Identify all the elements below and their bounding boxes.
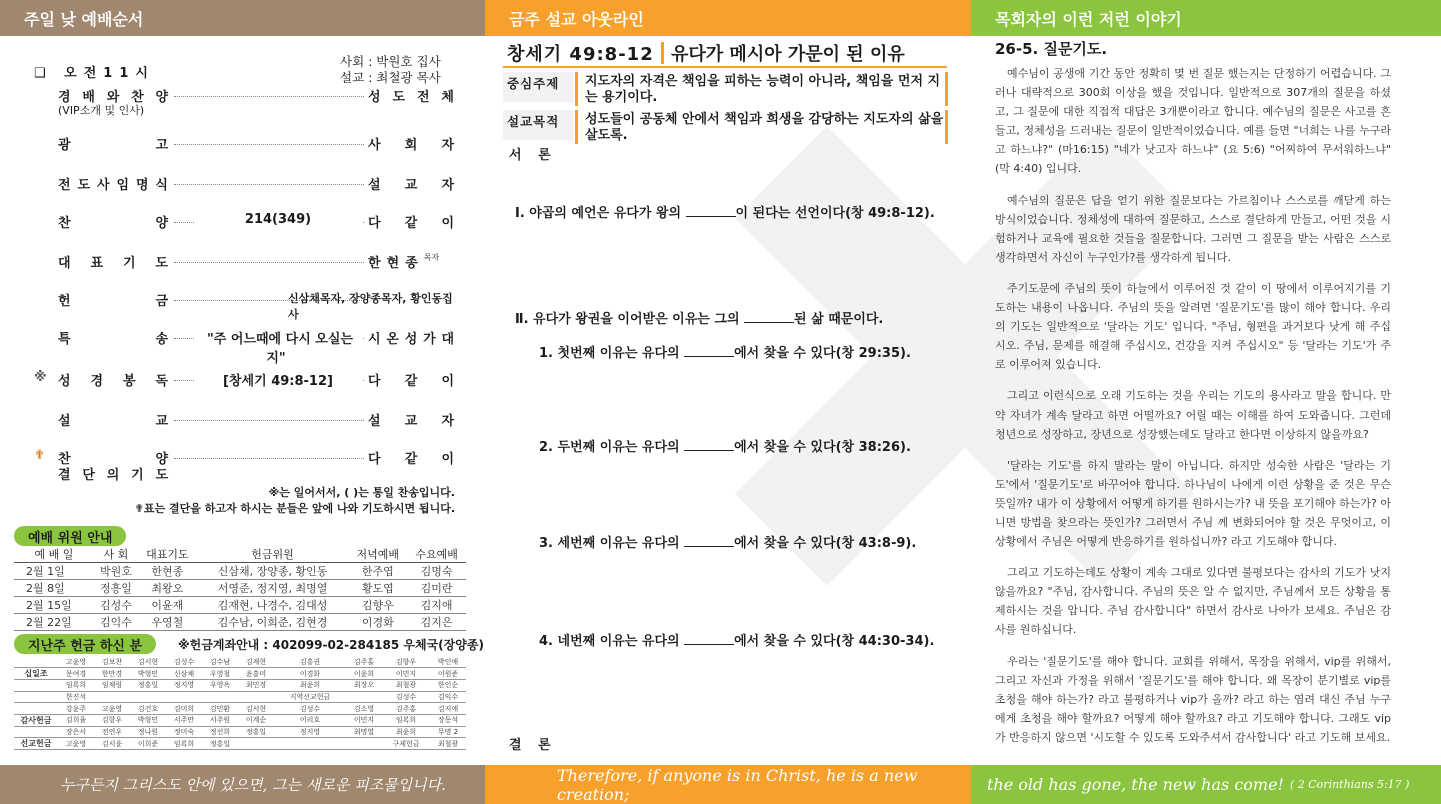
offering-name: 임록희 bbox=[382, 714, 430, 726]
offering-name: 장은서 bbox=[58, 726, 94, 738]
officiant: 사회 : 박원호 집사 bbox=[340, 54, 441, 69]
offering-row bbox=[14, 738, 466, 750]
order-item-leader: 설 교 자 bbox=[368, 178, 454, 193]
offering-name: 우영철 bbox=[202, 668, 238, 680]
note-decision: ✟표는 결단을 하고자 하시는 분들은 앞에 나와 기도하시면 됩니다. bbox=[134, 502, 455, 515]
offering-name: 김재현 bbox=[238, 656, 274, 668]
committee-column-header: 저녁예배 bbox=[348, 546, 407, 563]
preacher: 설교 : 최철광 목사 bbox=[340, 70, 441, 85]
offering-name: 임록희 bbox=[58, 680, 94, 692]
offering-category bbox=[14, 656, 58, 668]
sub-point-4: 4. 네번째 이유는 유다의 에서 찾을 수 있다(창 44:30-34). bbox=[539, 634, 935, 649]
footer-verse-english-1: Therefore, if anyone is in Christ, he is a new creation; bbox=[485, 765, 971, 804]
offering-name: 이계순 bbox=[238, 714, 274, 726]
offering-name: 김서윤 bbox=[94, 738, 130, 750]
theme-end-bar bbox=[945, 72, 948, 106]
fill-blank bbox=[684, 356, 734, 357]
offering-row bbox=[14, 703, 466, 715]
leader-dots bbox=[174, 144, 364, 145]
offering-name: 박인애 bbox=[430, 656, 466, 668]
offering-row bbox=[14, 680, 466, 692]
offering-name: 문여경 bbox=[58, 668, 94, 680]
leader-dots bbox=[174, 96, 364, 97]
committee-cell: 2월 22일 bbox=[14, 614, 94, 631]
offering-name: 박형민 bbox=[130, 668, 166, 680]
order-mark: ※ bbox=[34, 370, 47, 385]
point-2: Ⅱ. 유다가 왕권을 이어받은 이유는 그의 된 삶 때문이다. bbox=[515, 312, 884, 327]
story-body bbox=[995, 64, 1391, 759]
offering-name: 고윤영 bbox=[58, 656, 94, 668]
committee-cell: 신삼채, 장양종, 황인동 bbox=[197, 563, 349, 580]
offering-name: 최윤희 bbox=[274, 680, 346, 692]
story-paragraph: 예수님의 질문은 답을 얻기 위한 질문보다는 가르침이나 스스로를 깨닫게 하는 방식이었습니다. 정체성에 대하여 질문하고, 스스로 결단하게 만들고, 어떤 것을 시험하거나 교육에 필요한 것들을 질문합니다. 그러면 그 질문을 받는 사람은 스스로 생각하면서 자신이 누구인가?를 생각하게 됩니다. bbox=[995, 193, 1391, 264]
offering-name bbox=[130, 691, 166, 703]
offering-name: 정선희 bbox=[202, 726, 238, 738]
offering-name: 서주원 bbox=[202, 714, 238, 726]
committee-cell: 김명숙 bbox=[407, 563, 466, 580]
offering-row bbox=[14, 726, 466, 738]
offering-name: 정지영 bbox=[274, 726, 346, 738]
offering-name: 정흥일 bbox=[202, 738, 238, 750]
story-paragraph: 그리고 이런식으로 오래 기도하는 것을 우리는 기도의 용사라고 말을 합니다. 만약 자녀가 계속 달라고 하면 어떨까요? 어릴 때는 이해를 하여 도와줍니다. 그런데 청년으로 성장하고, 장년으로 성장했는데도 달라고 한다면 이상하지 않을까요? bbox=[995, 389, 1391, 441]
committee-cell: 김성수 bbox=[94, 597, 138, 614]
offering-name bbox=[94, 691, 130, 703]
offering-name: 임채림 bbox=[94, 680, 130, 692]
offering-name: 김주홍 bbox=[382, 703, 430, 715]
title-divider bbox=[661, 42, 664, 64]
order-item bbox=[34, 448, 454, 483]
story-paragraph: 그리고 기도하는데도 상황이 계속 그대로 있다면 불평보다는 감사의 기도가 낫지 않을까요? "주님, 감사합니다. 주님의 뜻은 알 수 없지만, 주님께서 모든 상황을 통제하시는 것을 압니다. 주님 감사합니다" 하면서 감사로 나아가 보세요. 주님은 감사를 원하십니다. bbox=[995, 566, 1391, 637]
note-standing: ※는 일어서서, ( )는 통일 찬송입니다. bbox=[268, 486, 455, 499]
offering-name: 김지애 bbox=[430, 703, 466, 715]
order-item bbox=[34, 134, 454, 154]
offering-name: 김성수 bbox=[166, 656, 202, 668]
committee-cell: 정흥일 bbox=[94, 580, 138, 597]
offering-name: 구제헌금 bbox=[382, 738, 430, 750]
offering-name: 이리호 bbox=[274, 714, 346, 726]
offering-name: 한만경 bbox=[94, 668, 130, 680]
offering-name: 장동석 bbox=[430, 714, 466, 726]
footer-verse-korean: 누구든지 그리스도 안에 있으면, 그는 새로운 피조물입니다. bbox=[0, 765, 485, 804]
offering-category bbox=[14, 691, 58, 703]
committee-cell: 서영준, 정지영, 최명열 bbox=[197, 580, 349, 597]
committee-row bbox=[14, 597, 466, 614]
purpose-end-bar bbox=[945, 110, 948, 144]
officiants bbox=[340, 54, 441, 86]
order-item bbox=[34, 370, 454, 390]
order-item-name: 광 고 bbox=[58, 138, 168, 153]
committee-cell: 한현종 bbox=[138, 563, 197, 580]
offering-name: 지역선교헌금 bbox=[274, 691, 346, 703]
committee-cell: 우영철 bbox=[138, 614, 197, 631]
footer-verse-english-2: the old has gone, the new has come! ( 2 Corinthians 5:17 ) bbox=[971, 765, 1441, 804]
order-item-name: 성 경 봉 독 bbox=[58, 374, 168, 389]
committee-row bbox=[14, 563, 466, 580]
order-item-leader: 사 회 자 bbox=[368, 138, 454, 153]
header-sermon-outline: 금주 설교 아웃라인 bbox=[485, 0, 971, 36]
offering-name: 김향우 bbox=[382, 656, 430, 668]
committee-row bbox=[14, 580, 466, 597]
committee-cell: 김지애 bbox=[407, 597, 466, 614]
order-item-name: 전 도 사 임 명 식 bbox=[58, 178, 168, 193]
offering-name bbox=[346, 738, 382, 750]
offering-name: 김성수 bbox=[382, 691, 430, 703]
offering-category: 십일조 bbox=[14, 668, 58, 680]
sermon-title: 유다가 메시아 가문이 된 이유 bbox=[671, 44, 905, 65]
offering-name: 김서현 bbox=[238, 703, 274, 715]
offering-name: 최민경 bbox=[238, 680, 274, 692]
sub-point-3: 3. 세번째 이유는 유다의 에서 찾을 수 있다(창 43:8-9). bbox=[539, 536, 917, 551]
offering-account: ※헌금계좌안내 : 402099-02-284185 우체국(장양종) bbox=[178, 638, 484, 652]
sermon-reference: 창세기 49:8-12 bbox=[507, 44, 654, 65]
theme-text: 지도자의 자격은 책임을 피하는 능력이 아니라, 책임을 먼저 지는 용기이다. bbox=[585, 74, 941, 105]
offering-category bbox=[14, 680, 58, 692]
offering-name: 김주홀 bbox=[346, 656, 382, 668]
offering-row bbox=[14, 668, 466, 680]
purpose-label: 설교목적 bbox=[503, 110, 573, 140]
offering-name: 전연우 bbox=[94, 726, 130, 738]
offering-name: 최명열 bbox=[346, 726, 382, 738]
offering-name: 최철광 bbox=[382, 680, 430, 692]
offering-name: 우영옥 bbox=[202, 680, 238, 692]
offering-name: 김성수 bbox=[274, 703, 346, 715]
header-pastor-story: 목회자의 이런 저런 이야기 bbox=[971, 0, 1441, 36]
offering-name: 강윤주 bbox=[58, 703, 94, 715]
offering-name: 정나원 bbox=[130, 726, 166, 738]
worship-order-panel bbox=[0, 36, 485, 765]
committee-cell: 김지은 bbox=[407, 614, 466, 631]
offering-row bbox=[14, 714, 466, 726]
intro-label: 서 론 bbox=[509, 148, 557, 163]
committee-cell: 한주엽 bbox=[348, 563, 407, 580]
story-paragraph: 주기도문에 주님의 뜻이 하늘에서 이루어진 것 같이 이 땅에서 이루어지기를 기도하는 내용이 나옵니다. 주님의 뜻을 알려면 '질문기도'를 많이 해야 합니다. 우리의 기도는 일반적으로 '달라는 기도' 입니다. "주님, 형편을 과거보다 낫게 해 주십시오. 주님, 문제를 해결해 주십시오, 건강을 지켜 주십시오" 등 '달라는 기도'가 주로 이루어져 있습니다. bbox=[995, 281, 1391, 372]
sub-point-1: 1. 첫번째 이유는 유다의 에서 찾을 수 있다(창 29:35). bbox=[539, 346, 911, 361]
committee-column-header: 대표기도 bbox=[138, 546, 197, 563]
order-item-name: 설 교 bbox=[58, 414, 168, 429]
committee-cell: 이윤재 bbox=[138, 597, 197, 614]
offering-name: 이희준 bbox=[130, 738, 166, 750]
order-item bbox=[34, 174, 454, 194]
offering-name: 이민지 bbox=[346, 714, 382, 726]
order-item-detail: [창세기 49:8-12] bbox=[194, 370, 362, 389]
committee-cell: 이경화 bbox=[348, 614, 407, 631]
offering-name: 김민환 bbox=[202, 703, 238, 715]
offering-name: 무명 2 bbox=[430, 726, 466, 738]
committee-table bbox=[14, 546, 466, 631]
order-item-detail: "주 어느때에 다시 오실는지" bbox=[194, 328, 362, 366]
order-item-detail: 214(349) bbox=[194, 212, 362, 227]
sub-point-2: 2. 두번째 이유는 유다의 에서 찾을 수 있다(창 38:26). bbox=[539, 440, 911, 455]
committee-row bbox=[14, 614, 466, 631]
order-item-leader: 다 같 이 bbox=[368, 452, 454, 467]
offering-category: 감사헌금 bbox=[14, 714, 58, 726]
committee-column-header: 헌금위원 bbox=[197, 546, 349, 563]
offering-name: 김희율 bbox=[58, 714, 94, 726]
leader-dots bbox=[174, 420, 364, 421]
story-title: 26-5. 질문기도. bbox=[995, 40, 1108, 58]
offering-name: 정흥일 bbox=[238, 726, 274, 738]
committee-column-header: 예 배 일 bbox=[14, 546, 94, 563]
order-item-leader: 신삼채목자, 장양종목자, 황인동집사 bbox=[288, 292, 453, 321]
order-item-sub: 결 단 의 기 도 bbox=[58, 468, 168, 483]
offering-name: 김미희 bbox=[166, 703, 202, 715]
leader-dots bbox=[174, 458, 364, 459]
offering-name: 이윤희 bbox=[346, 668, 382, 680]
order-item-name: 경 배 와 찬 양 bbox=[58, 90, 168, 105]
offering-name: 이원준 bbox=[430, 668, 466, 680]
order-item bbox=[34, 410, 454, 430]
offering-name: 최윤희 bbox=[382, 726, 430, 738]
committee-cell: 김향우 bbox=[348, 597, 407, 614]
committee-cell: 황도엽 bbox=[348, 580, 407, 597]
committee-cell: 2월 15일 bbox=[14, 597, 94, 614]
theme-label: 중심주제 bbox=[503, 72, 573, 102]
fill-blank bbox=[744, 322, 794, 323]
order-item-sub: (VIP소개 및 인사) bbox=[58, 104, 145, 117]
offering-name bbox=[166, 691, 202, 703]
offering-name: 최장오 bbox=[346, 680, 382, 692]
offering-name bbox=[238, 738, 274, 750]
order-mark: ✟ bbox=[34, 448, 45, 463]
offering-name: 신삼채 bbox=[166, 668, 202, 680]
offering-name: 고윤영 bbox=[94, 703, 130, 715]
fill-blank bbox=[684, 450, 734, 451]
conclusion-label: 결 론 bbox=[509, 738, 557, 753]
order-item bbox=[34, 252, 454, 272]
point-1: Ⅰ. 야곱의 예언은 유다가 왕의 이 된다는 선언이다(창 49:8-12). bbox=[515, 206, 935, 221]
purpose-text: 성도들이 공동체 안에서 책임과 희생을 감당하는 지도자의 삶을 살도록. bbox=[585, 112, 944, 143]
offering-category bbox=[14, 703, 58, 715]
offering-name: 김소영 bbox=[346, 703, 382, 715]
offering-name: 서주만 bbox=[166, 714, 202, 726]
order-item-name: 헌 금 bbox=[58, 294, 168, 309]
offering-table bbox=[14, 656, 466, 750]
story-paragraph: '달라는 기도'를 하지 말라는 말이 아닙니다. 하지만 성숙한 사람은 '달라는 기도'에서 '질문기도'로 바꾸어야 합니다. 하나님이 나에게 이런 상황을 준 것은 무슨 뜻일까? 내가 이 상황에서 어떻게 하기를 원하시는가? 내 뜻을 포기해야 하는가? 아니면 방법을 찾으라는 뜻인가? 그러면서 주님 께 변화되어야 할 것은 무엇이고, 이 상황에서 주님은 어떻게 반응하기를 원하십니까? 라고 기도해야 합니다. bbox=[995, 458, 1392, 549]
committee-title: 예배 위원 안내 bbox=[14, 526, 126, 546]
offering-name: 김흥권 bbox=[274, 656, 346, 668]
order-item-leader: 다 같 이 bbox=[368, 374, 454, 389]
offering-name bbox=[202, 691, 238, 703]
sermon-outline-panel bbox=[485, 36, 971, 765]
offering-name: 박형민 bbox=[130, 714, 166, 726]
order-item bbox=[34, 86, 454, 117]
story-paragraph: 예수님이 공생애 기간 동안 정확히 몇 번 질문 했는지는 단정하기 어렵습니다. 그러나 대략적으로 300회 이상을 했을 것입니다. 일반적으로 307개의 질문을 하셨고, 그 질문에 대한 직접적 대답은 3개뿐이라고 합니다. 예수님의 질문은 사고를 흔들고, 정체성을 드러내는 질문이 일반적이었습니다. 예를 들면 "너희는 나를 누구라고 하느냐?" (마16:15) "네가 낫고자 하느냐" (요 5:6) "어찌하여 무서워하느냐" (막 4:40) 입니다. bbox=[995, 67, 1391, 176]
offering-name: 윤흥미 bbox=[238, 668, 274, 680]
theme-divider bbox=[575, 72, 578, 106]
committee-cell: 2월 1일 bbox=[14, 563, 94, 580]
committee-column-header: 수요예배 bbox=[407, 546, 466, 563]
order-item-leader: 한 현 종 목자 bbox=[368, 253, 440, 271]
offering-title: 지난주 헌금 하신 분 bbox=[14, 634, 156, 654]
offering-name bbox=[346, 691, 382, 703]
story-paragraph: 우리는 '질문기도'를 해야 합니다. 교회를 위해서, 목장을 위해서, vip를 위해서, 그리고 자신과 가정을 위해서 '질문기도'를 해야 합니다. 왜 목장이 분기별로 vip를 초청을 해야 하는가? 라고 불평하거나 vip가 올까? 라고 하는 염려 대신 주님 누구에게 초청을 해야 할까요? 어떻게 해야 할까요? 라고 기도해야 합니다. 그래도 vip가 반응하지 않으면 '시도할 수 있도록 도와주셔서 감사합니다' 라고 기도해 보세요. bbox=[995, 654, 1391, 744]
title-rule bbox=[503, 66, 947, 68]
leader-dots bbox=[174, 184, 364, 185]
order-item-name: 찬 양 bbox=[58, 216, 168, 231]
offering-row bbox=[14, 656, 466, 668]
offering-name: 임록희 bbox=[166, 738, 202, 750]
order-item bbox=[34, 212, 454, 232]
verse-reference: ( 2 Corinthians 5:17 ) bbox=[1289, 778, 1410, 791]
offering-name: 김건호 bbox=[130, 703, 166, 715]
offering-name: 정흥일 bbox=[130, 680, 166, 692]
purpose-divider bbox=[575, 110, 578, 144]
offering-name: 이경화 bbox=[274, 668, 346, 680]
order-item-leader: 시 온 성 가 대 bbox=[368, 332, 454, 347]
offering-category: 선교헌금 bbox=[14, 738, 58, 750]
order-item-leader: 성 도 전 체 bbox=[368, 90, 454, 105]
offering-name: 김수남 bbox=[202, 656, 238, 668]
order-item-leader: 설 교 자 bbox=[368, 414, 454, 429]
fill-blank bbox=[686, 216, 736, 217]
offering-name: 김서현 bbox=[130, 656, 166, 668]
offering-category bbox=[14, 726, 58, 738]
committee-cell: 김수남, 이희준, 김현경 bbox=[197, 614, 349, 631]
committee-cell: 김익수 bbox=[94, 614, 138, 631]
order-item-leader: 다 같 이 bbox=[368, 216, 454, 231]
pastor-story-panel bbox=[971, 36, 1441, 765]
offering-name: 이민지 bbox=[382, 668, 430, 680]
offering-name: 김항우 bbox=[94, 714, 130, 726]
header-worship-order: 주일 낮 예배순서 bbox=[0, 0, 485, 36]
fill-blank bbox=[684, 546, 734, 547]
offering-name: 한인순 bbox=[430, 680, 466, 692]
order-item-name: 특 송 bbox=[58, 332, 168, 347]
committee-cell: 김미란 bbox=[407, 580, 466, 597]
order-item-name: 찬 양 bbox=[58, 452, 168, 467]
offering-name: 한진석 bbox=[58, 691, 94, 703]
committee-cell: 김재현, 나경수, 김대성 bbox=[197, 597, 349, 614]
offering-name: 최철광 bbox=[430, 738, 466, 750]
offering-row bbox=[14, 691, 466, 703]
committee-column-header: 사 회 bbox=[94, 546, 138, 563]
offering-name: 김익수 bbox=[430, 691, 466, 703]
order-item bbox=[34, 290, 454, 321]
offering-name: 정지영 bbox=[166, 680, 202, 692]
committee-cell: 박원호 bbox=[94, 563, 138, 580]
offering-name: 김보찬 bbox=[94, 656, 130, 668]
committee-cell: 2월 8일 bbox=[14, 580, 94, 597]
service-time: ❑ 오전11시 bbox=[34, 66, 155, 81]
committee-cell: 최왕오 bbox=[138, 580, 197, 597]
offering-name: 정미숙 bbox=[166, 726, 202, 738]
offering-name: 고윤영 bbox=[58, 738, 94, 750]
offering-name bbox=[274, 738, 346, 750]
fill-blank bbox=[684, 644, 734, 645]
order-item bbox=[34, 328, 454, 366]
order-item-name: 대 표 기 도 bbox=[58, 256, 168, 271]
leader-dots bbox=[174, 262, 364, 263]
offering-name bbox=[238, 691, 274, 703]
